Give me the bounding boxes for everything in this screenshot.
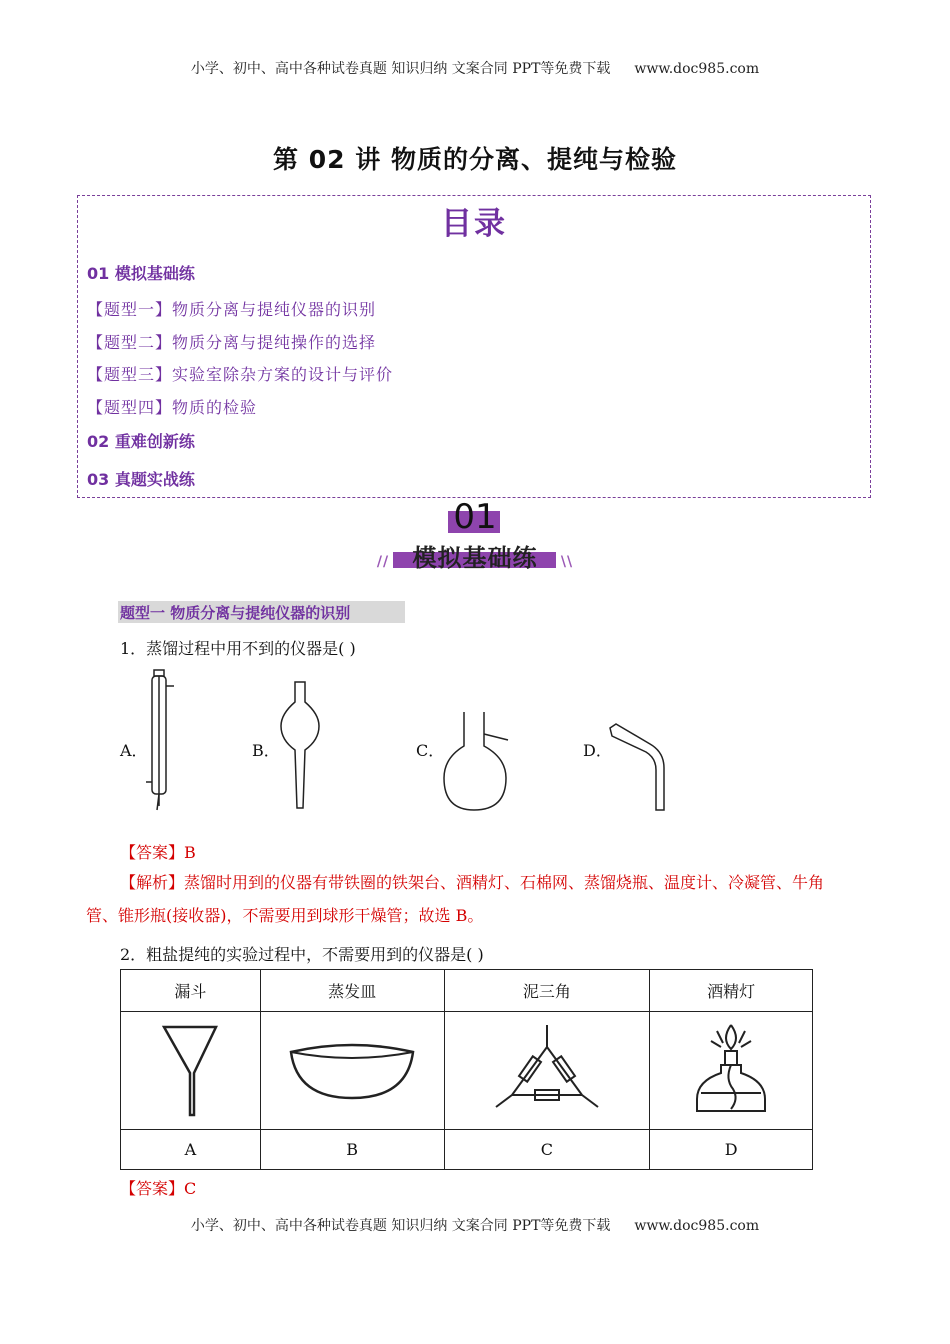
q1-option-b[interactable]: B．: [252, 741, 280, 760]
q2-option-c[interactable]: C: [444, 1130, 650, 1170]
q2-header-c: 泥三角: [444, 970, 650, 1012]
q1-option-c[interactable]: C．: [416, 741, 445, 760]
q2-header-d: 酒精灯: [650, 970, 813, 1012]
toc-section-02[interactable]: 02 重难创新练: [87, 432, 195, 451]
q2-header-row: [121, 970, 813, 1012]
clay-triangle-icon: [492, 1021, 602, 1117]
funnel-icon: [160, 1019, 220, 1119]
alcohol-lamp-icon: [691, 1019, 771, 1119]
footer-site-link[interactable]: www.doc985.com: [634, 1218, 760, 1234]
q1-answer-label: 【答案】: [120, 843, 185, 862]
q2-image-row: [121, 1012, 813, 1130]
toc-section-03[interactable]: 03 真题实战练: [87, 470, 195, 489]
q2-answer: [120, 1176, 196, 1199]
condenser-icon: [140, 664, 180, 814]
q2-table: [120, 969, 813, 1170]
q2-stem: 2．粗盐提纯的实验过程中，不需要用到的仪器是( ): [120, 945, 484, 964]
banner-title: [0, 538, 950, 573]
toc-item-type1[interactable]: 【题型一】物质分离与提纯仪器的识别: [87, 300, 377, 319]
header-site-link[interactable]: www.doc985.com: [634, 61, 760, 77]
evaporating-dish-icon: [287, 1034, 417, 1104]
q2-cell-evaporating-dish[interactable]: [260, 1012, 444, 1130]
toc-heading: 目录: [441, 206, 507, 242]
banner-right-deco: \\: [560, 554, 574, 570]
q1-answer: [120, 840, 196, 863]
q2-letter-row: [121, 1130, 813, 1170]
toc-item-type2[interactable]: 【题型二】物质分离与提纯操作的选择: [87, 333, 377, 352]
q1-analysis-text1: 蒸馏时用到的仪器有带铁圈的铁架台、酒精灯、石棉网、蒸馏烧瓶、温度计、冷凝管、牛角: [184, 873, 825, 892]
q1-stem: 1．蒸馏过程中用不到的仪器是( ): [120, 639, 356, 658]
q2-option-d[interactable]: D: [650, 1130, 813, 1170]
toc-item-type3[interactable]: 【题型三】实验室除杂方案的设计与评价: [87, 365, 394, 384]
q2-option-b[interactable]: B: [260, 1130, 444, 1170]
q2-cell-alcohol-lamp[interactable]: [650, 1012, 813, 1130]
q2-option-a[interactable]: A: [121, 1130, 261, 1170]
toc-section-01[interactable]: 01 模拟基础练: [87, 264, 195, 283]
q1-option-a[interactable]: A．: [120, 741, 148, 760]
q1-analysis-line2: 管、锥形瓶(接收器)，不需要用到球形干燥管；故选 B。: [86, 906, 484, 925]
type1-label: 题型一 物质分离与提纯仪器的识别: [120, 604, 351, 622]
footer-text: 小学、初中、高中各种试卷真题 知识归纳 文案合同 PPT等免费下载: [190, 1218, 611, 1234]
header-text: 小学、初中、高中各种试卷真题 知识归纳 文案合同 PPT等免费下载: [190, 61, 611, 77]
q2-answer-value: C: [184, 1179, 197, 1198]
drying-tube-icon: [275, 680, 325, 812]
distilling-flask-icon: [440, 710, 512, 814]
banner-left-deco: //: [376, 554, 390, 570]
q2-answer-label: 【答案】: [120, 1179, 185, 1198]
q2-cell-clay-triangle[interactable]: [444, 1012, 650, 1130]
toc-item-type4[interactable]: 【题型四】物质的检验: [87, 398, 258, 417]
page-footer: [0, 1215, 950, 1235]
page-title: 第 02 讲 物质的分离、提纯与检验: [273, 145, 677, 174]
q1-option-d[interactable]: D．: [583, 741, 612, 760]
q1-answer-value: B: [184, 843, 196, 862]
q2-header-a: 漏斗: [121, 970, 261, 1012]
q2-header-b: 蒸发皿: [260, 970, 444, 1012]
banner-number: 01: [453, 497, 497, 537]
q1-analysis-line1: [120, 866, 824, 899]
banner-label: 模拟基础练: [412, 544, 538, 572]
page-header: [0, 58, 950, 78]
bent-tube-icon: [606, 722, 668, 814]
q1-analysis-label: 【解析】: [120, 873, 185, 892]
q2-cell-funnel[interactable]: [121, 1012, 261, 1130]
